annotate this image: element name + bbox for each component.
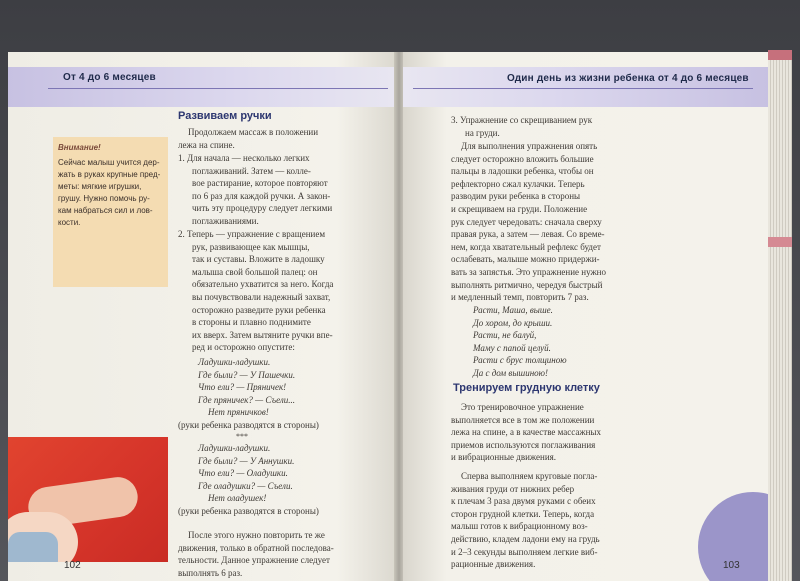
text-line: так и суставы. Вложите в ладошку bbox=[192, 254, 325, 265]
right-page bbox=[403, 52, 768, 581]
verse-line: Маму с папой целуй. bbox=[473, 342, 551, 353]
text-line: малыша свой большой палец: он bbox=[192, 266, 318, 277]
verse-line: Где были? — У Аннушки. bbox=[198, 455, 295, 466]
text-line: рук следует чередовать: сначала сверху bbox=[451, 216, 602, 227]
text-line: и 2–3 секунды выполняем легкие виб- bbox=[451, 546, 598, 557]
verse-1-note: (руки ребенка разводятся в стороны) bbox=[178, 420, 319, 430]
note-title: Внимание! bbox=[58, 143, 101, 152]
text-line: следует осторожно вложить большие bbox=[451, 153, 594, 164]
right-header-title: Один день из жизни ребенка от 4 до 6 месяцев bbox=[507, 73, 749, 84]
note-line: грушу. Нужно помочь ру- bbox=[58, 194, 150, 203]
section-title-chest: Тренируем грудную клетку bbox=[453, 382, 600, 394]
text-line: нем, когда хватательный рефлекс будет bbox=[451, 241, 601, 252]
bookmark-tab bbox=[768, 50, 792, 60]
page-number-left: 102 bbox=[64, 560, 81, 571]
open-book bbox=[8, 52, 792, 581]
left-header-rule bbox=[48, 88, 388, 89]
verse-line: Ладушки-ладушки. bbox=[198, 357, 271, 367]
text-line: обязательно ухватится за него. Когда bbox=[192, 279, 334, 290]
item-1-paragraph bbox=[178, 152, 332, 228]
text-line: вать за запястья. Это упражнение нужно bbox=[451, 266, 606, 277]
text-line: рационные движения. bbox=[451, 559, 536, 570]
edge-marker bbox=[768, 237, 792, 247]
text-line: пальцы в ладошки ребенка, чтобы он bbox=[451, 166, 594, 177]
verse-line: До хором, до крыши. bbox=[473, 317, 553, 328]
left-header-title: От 4 до 6 месяцев bbox=[63, 72, 156, 83]
verse-line: Расти, не балуй, bbox=[473, 330, 537, 341]
text-line: на груди. bbox=[465, 127, 500, 138]
baby-sleeve bbox=[8, 532, 58, 562]
text-line: Это тренировочное упражнение bbox=[461, 402, 584, 412]
verse-line: Нет оладушек! bbox=[208, 493, 267, 504]
text-line: живания груди от нижних ребер bbox=[451, 483, 575, 494]
text-line: вы почувствовали надежный захват, bbox=[192, 291, 331, 302]
note-line: Сейчас малыш учится дер- bbox=[58, 158, 160, 167]
text-line: 2. Теперь — упражнение с вращением bbox=[178, 229, 326, 239]
text-line: выполнять 6 раз. bbox=[178, 567, 243, 578]
text-line: лежа на спине. bbox=[178, 139, 235, 150]
item-2-paragraph bbox=[178, 228, 333, 354]
note-line: жать в руках крупные пред- bbox=[58, 170, 161, 179]
text-line: выполнять ритмично, чередуя быстрый bbox=[451, 279, 603, 290]
text-line: к плечам 3 раза двумя руками с обеих bbox=[451, 496, 596, 507]
right-header-rule bbox=[413, 88, 753, 89]
text-line: осторожно разведите руки ребенка bbox=[192, 304, 326, 315]
verse-line: Ладушки-ладушки. bbox=[198, 443, 271, 453]
text-line: Продолжаем массаж в положении bbox=[188, 127, 319, 137]
chest-massage-paragraph bbox=[451, 470, 600, 571]
chest-intro-paragraph bbox=[451, 401, 601, 464]
text-line: ред и осторожно опустите: bbox=[192, 342, 295, 353]
page-edges bbox=[768, 52, 792, 581]
verse-line: Да с дом вышиною! bbox=[473, 367, 549, 378]
exercise-3-paragraph bbox=[451, 140, 606, 304]
page-number-right: 103 bbox=[723, 560, 740, 571]
verse-line: Расти, Маша, выше. bbox=[473, 305, 553, 315]
text-line: по 6 раз для каждой ручки. А закон- bbox=[192, 190, 331, 201]
baby-hand-photo bbox=[8, 437, 168, 562]
note-line: кам набраться сил и лов- bbox=[58, 206, 153, 215]
attention-note bbox=[53, 137, 168, 287]
verse-line: Что ели? — Пряничек! bbox=[198, 382, 287, 393]
text-line: лежа на спине, а в качестве массажных bbox=[451, 427, 601, 438]
text-line: правая рука, а затем — левая. Со време- bbox=[451, 229, 605, 240]
text-line: рефлекторно сжал кулачки. Теперь bbox=[451, 178, 585, 189]
verse-line: Расти с брус толщиною bbox=[473, 355, 567, 366]
verse-line: Что ели? — Оладушки. bbox=[198, 468, 288, 479]
text-line: рук, развивающее как мышцы, bbox=[192, 241, 310, 252]
intro-paragraph bbox=[178, 126, 318, 151]
text-line: Сперва выполняем круговые погла- bbox=[461, 471, 598, 481]
text-line: чить эту процедуру следует легкими bbox=[192, 203, 333, 214]
text-line: После этого нужно повторить те же bbox=[188, 530, 325, 540]
verse-3 bbox=[473, 304, 567, 380]
text-line: ослабевать, малыше можно придержи- bbox=[451, 254, 600, 265]
note-text bbox=[58, 157, 168, 229]
left-page bbox=[8, 52, 395, 581]
verse-line: Нет пряничков! bbox=[208, 407, 269, 418]
verse-separator: *** bbox=[236, 432, 248, 441]
verse-line: Где были? — У Пашечки. bbox=[198, 369, 296, 380]
verse-2 bbox=[198, 442, 294, 505]
text-line: движения, только в обратной последова- bbox=[178, 542, 334, 553]
text-line: действию, кладем ладони ему на грудь bbox=[451, 533, 600, 544]
text-line: поглаживаний. Затем — колле- bbox=[192, 165, 311, 176]
text-line: разводим руки ребенка в стороны bbox=[451, 191, 581, 202]
text-line: 1. Для начала — несколько легких bbox=[178, 153, 310, 163]
verse-line: Где оладушки? — Съели. bbox=[198, 480, 293, 491]
section-title-hands: Развиваем ручки bbox=[178, 110, 272, 122]
text-line: поглаживаниями. bbox=[192, 215, 259, 226]
text-line: выполняется все в том же положении bbox=[451, 414, 595, 425]
item-3-paragraph bbox=[451, 114, 592, 139]
text-line: тельности. Данное упражнение следует bbox=[178, 555, 330, 566]
text-line: сторон грудной клетки. Теперь, когда bbox=[451, 508, 595, 519]
verse-line: Где пряничек? — Съели... bbox=[198, 394, 296, 405]
text-line: приемов используются поглаживания bbox=[451, 439, 596, 450]
note-line: кости. bbox=[58, 218, 81, 227]
text-line: малыш готов к вибрационному воз- bbox=[451, 521, 588, 532]
text-line: и вибрационные движения. bbox=[451, 452, 557, 463]
text-line: вое растирание, которое повторяют bbox=[192, 178, 328, 189]
text-line: 3. Упражнение со скрещиванием рук bbox=[451, 115, 593, 125]
text-line: и медленный темп, повторить 7 раз. bbox=[451, 292, 589, 303]
note-line: меты: мягкие игрушки, bbox=[58, 182, 142, 191]
text-line: их вверх. Затем вытяните ручки впе- bbox=[192, 329, 333, 340]
verse-1 bbox=[198, 356, 295, 419]
text-line: и скрещиваем на груди. Положение bbox=[451, 203, 588, 214]
verse-2-note: (руки ребенка разводятся в стороны) bbox=[178, 506, 319, 516]
text-line: в стороны и плавно поднимите bbox=[192, 317, 311, 328]
text-line: Для выполнения упражнения опять bbox=[461, 141, 598, 151]
closing-paragraph bbox=[178, 529, 334, 579]
